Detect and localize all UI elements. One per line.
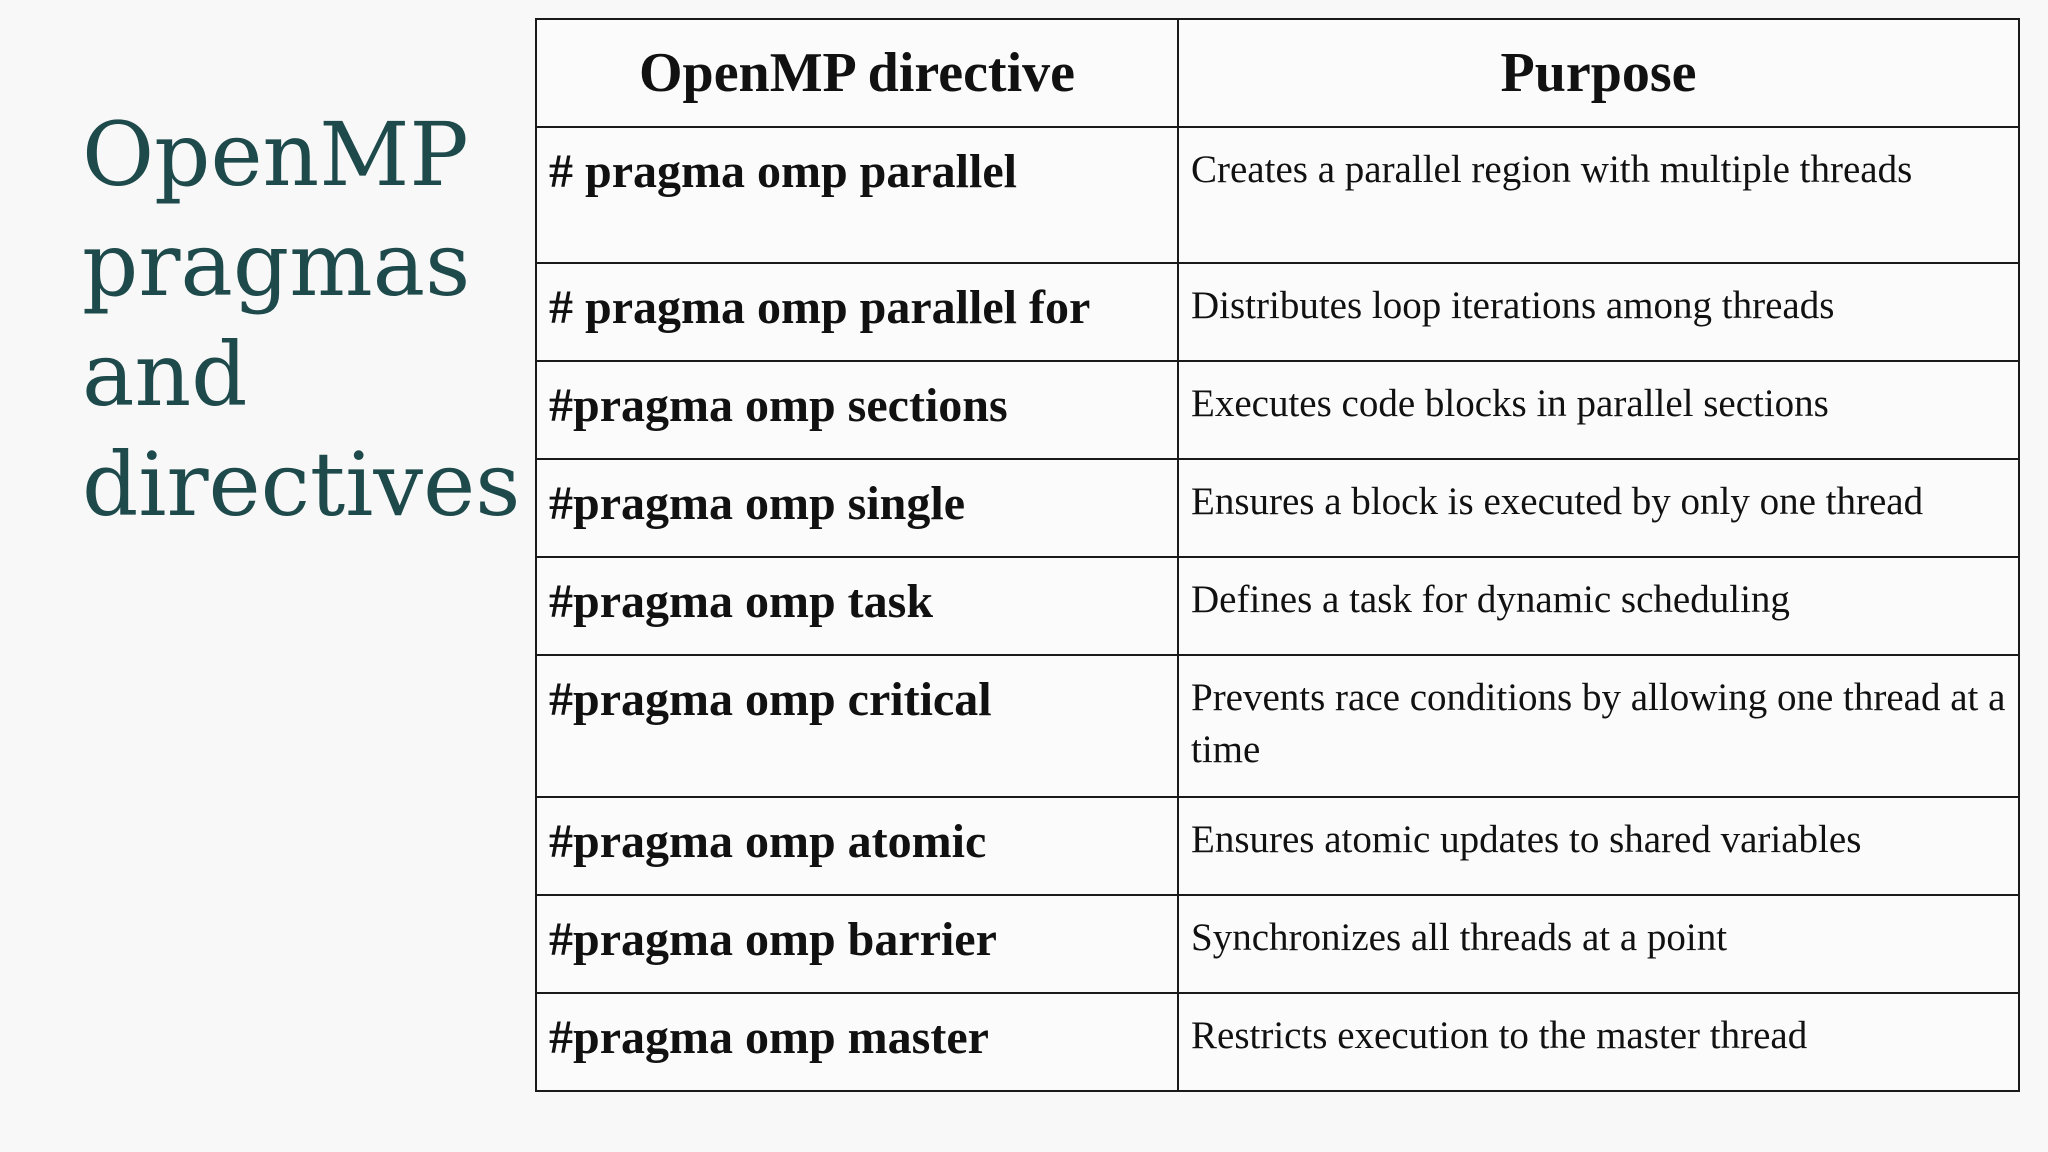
slide-title [82,100,522,540]
header-purpose: Purpose [1178,19,2019,127]
table-row [536,895,2019,993]
directive-cell: # pragma omp parallel [536,127,1178,263]
slide-title-line: directives [82,433,521,536]
purpose-cell: Defines a task for dynamic scheduling [1178,557,2019,655]
table-header-row [536,19,2019,127]
slide-title-line: and [82,323,248,426]
table-row [536,459,2019,557]
purpose-cell: Restricts execution to the master thread [1178,993,2019,1091]
directive-cell: #pragma omp sections [536,361,1178,459]
directive-cell: #pragma omp single [536,459,1178,557]
purpose-cell: Creates a parallel region with multiple threads [1178,127,2019,263]
purpose-cell: Ensures a block is executed by only one thread [1178,459,2019,557]
directive-cell: #pragma omp task [536,557,1178,655]
purpose-cell: Executes code blocks in parallel sections [1178,361,2019,459]
table-row [536,655,2019,797]
purpose-cell: Synchronizes all threads at a point [1178,895,2019,993]
table-row [536,361,2019,459]
purpose-cell: Ensures atomic updates to shared variables [1178,797,2019,895]
slide-title-line: OpenMP [82,103,469,206]
purpose-cell: Distributes loop iterations among threads [1178,263,2019,361]
purpose-cell: Prevents race conditions by allowing one thread at a time [1178,655,2019,797]
table-row [536,557,2019,655]
header-directive: OpenMP directive [536,19,1178,127]
slide-title-line: pragmas [82,213,471,316]
directive-cell: #pragma omp barrier [536,895,1178,993]
directive-cell: #pragma omp master [536,993,1178,1091]
table-row [536,993,2019,1091]
directives-table [535,18,2020,1092]
table-row [536,797,2019,895]
directive-cell: #pragma omp atomic [536,797,1178,895]
directive-cell: #pragma omp critical [536,655,1178,797]
table-row [536,263,2019,361]
table-row [536,127,2019,263]
directive-cell: # pragma omp parallel for [536,263,1178,361]
